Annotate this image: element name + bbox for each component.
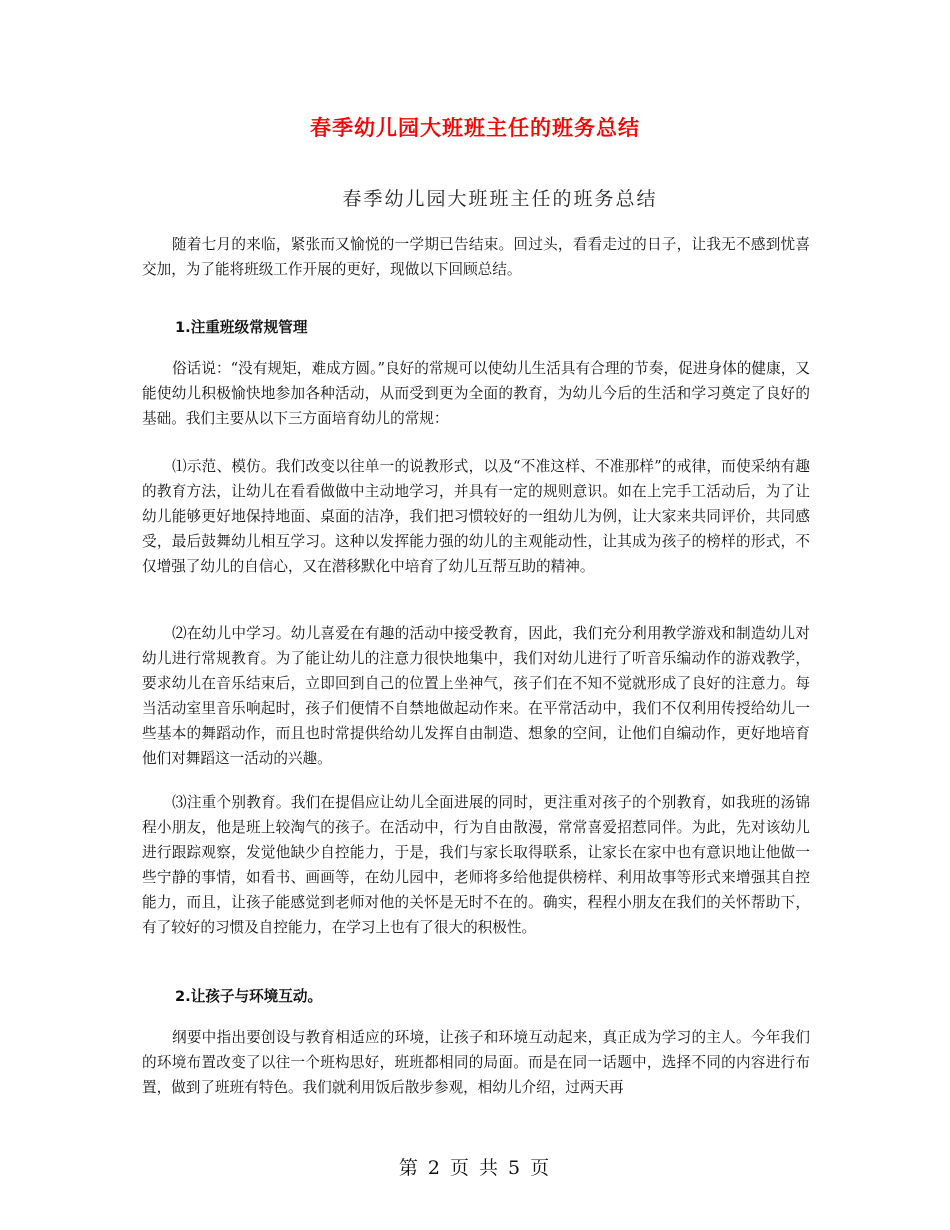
document-subtitle: 春季幼儿园大班班主任的班务总结 <box>342 188 658 210</box>
paragraph-demonstration: ⑴示范、模仿。我们改变以往单一的说教形式，以及“不准这样、不准那样”的戒律，而使采纳有趣的教育方法，让幼儿在看看做做中主动地学习，并具有一定的规则意识。如在上完手工活动后，为了让幼儿能够更好地保持地面、桌面的洁净，我们把习惯较好的一组幼儿为例，让大家来共同评价，共同感受，最后鼓舞幼儿相互学习。这种以发挥能力强的幼儿的主观能动性，让其成为孩子的榜样的形式，不仅增强了幼儿的自信心，又在潜移默化中培育了幼儿互帮互助的精神。 <box>142 458 810 575</box>
paragraph-learning: ⑵在幼儿中学习。幼儿喜爱在有趣的活动中接受教育，因此，我们充分利用教学游戏和制造幼儿对幼儿进行常规教育。为了能让幼儿的注意力很快地集中，我们对幼儿进行了听音乐编动作的游戏教学，要求幼儿在音乐结束后，立即回到自己的位置上坐神气，孩子们在不知不觉就形成了良好的注意力。每当活动室里音乐响起时，孩子们便情不自禁地做起动作来。在平常活动中，我们不仅利用传授给幼儿一些基本的舞蹈动作，而且也时常提供给幼儿发挥自由制造、想象的空间，让他们自编动作，更好地培育他们对舞蹈这一活动的兴趣。 <box>142 625 810 767</box>
paragraph-rules: 俗话说：“没有规矩，难成方圆。”良好的常规可以使幼儿生活具有合理的节奏，促进身体的健康，又能使幼儿积极愉快地参加各种活动，从而受到更为全面的教育，为幼儿今后的生活和学习奠定了良好的基础。我们主要从以下三方面培育幼儿的常规： <box>142 360 810 427</box>
document-title: 春季幼儿园大班班主任的班务总结 <box>310 116 640 140</box>
intro-paragraph: 随着七月的来临，紧张而又愉悦的一学期已告结束。回过头，看看走过的日子，让我无不感到忧喜交加，为了能将班级工作开展的更好，现做以下回顾总结。 <box>142 236 810 278</box>
paragraph-individual: ⑶注重个别教育。我们在提倡应让幼儿全面进展的同时，更注重对孩子的个别教育，如我班的汤锦程小朋友，他是班上较淘气的孩子。在活动中，行为自由散漫，常常喜爱招惹同伴。为此，先对该幼儿进行跟踪观察，发觉他缺少自控能力，于是，我们与家长取得联系，让家长在家中也有意识地让他做一些宁静的事情，如看书、画画等，在幼儿园中，老师将多给他提供榜样、利用故事等形式来增强其自控能力，而且，让孩子能感觉到老师对他的关怀是无时不在的。确实，程程小朋友在我们的关怀帮助下，有了较好的习惯及自控能力，在学习上也有了很大的积极性。 <box>142 794 810 936</box>
page-number: 第 2 页 共 5 页 <box>398 1157 552 1179</box>
section-heading-2: 2.让孩子与环境互动。 <box>175 988 323 1005</box>
section-heading-1: 1.注重班级常规管理 <box>175 319 308 336</box>
paragraph-environment: 纲要中指出要创设与教育相适应的环境，让孩子和环境互动起来，真正成为学习的主人。今年我们的环境布置改变了以往一个班构思好，班班都相同的局面。而是在同一话题中，选择不同的内容进行布置，做到了班班有特色。我们就利用饭后散步参观，相幼儿介绍，过两天再 <box>142 1029 810 1096</box>
